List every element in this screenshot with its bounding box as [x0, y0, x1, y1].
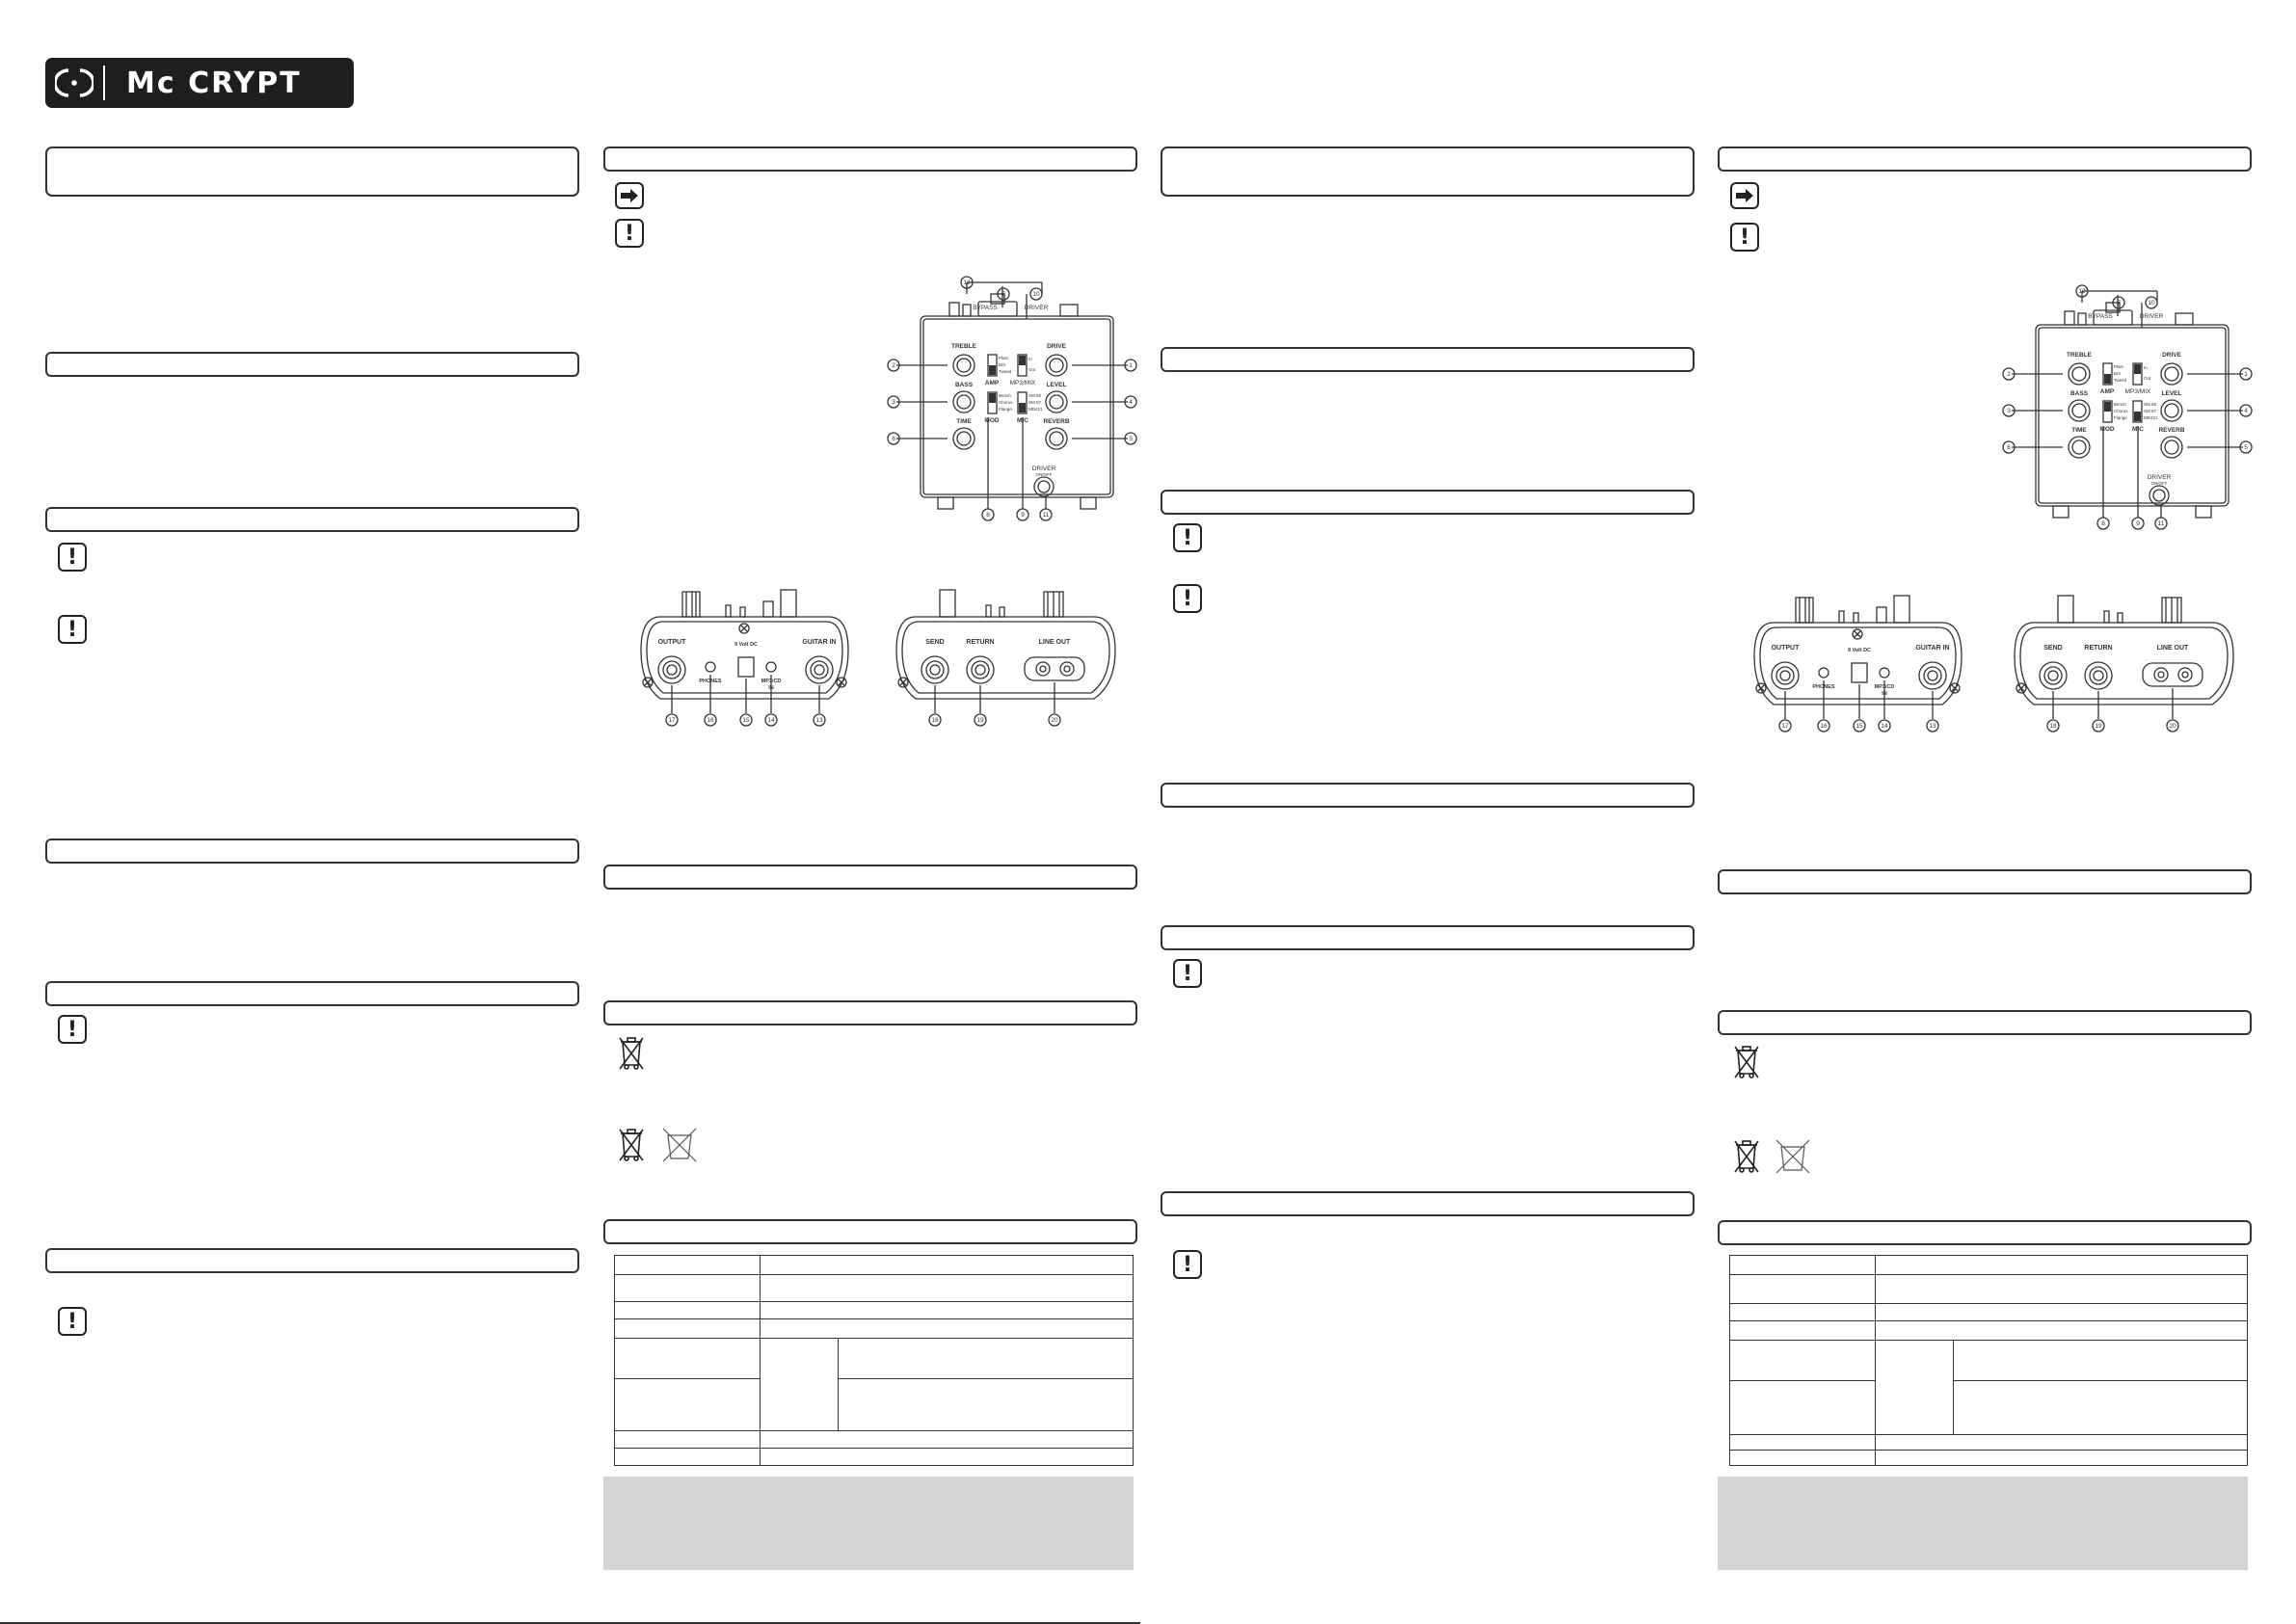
svg-text:MD421: MD421 — [2144, 415, 2158, 420]
svg-text:15: 15 — [742, 717, 750, 724]
svg-text:4: 4 — [2244, 408, 2248, 414]
section-bar-1 — [45, 352, 579, 377]
svg-text:BASS: BASS — [954, 382, 974, 388]
svg-text:3: 3 — [2007, 408, 2011, 414]
section-bar-11 — [1161, 490, 1695, 515]
svg-text:PHONES: PHONES — [699, 679, 722, 684]
section-bar-17 — [1718, 1010, 2252, 1035]
svg-text:9 Volt DC: 9 Volt DC — [734, 642, 759, 648]
warning-icon: ! — [58, 1307, 87, 1336]
battery-disposal-icon — [1774, 1137, 1812, 1176]
svg-text:BYPASS: BYPASS — [2088, 313, 2113, 320]
svg-text:LINE OUT: LINE OUT — [1038, 639, 1071, 646]
warning-icon: ! — [58, 1015, 87, 1044]
section-bar-7 — [603, 865, 1137, 890]
svg-text:SEND: SEND — [2043, 645, 2063, 652]
svg-text:13: 13 — [1929, 723, 1936, 730]
svg-text:MP3/CD: MP3/CD — [761, 679, 782, 684]
svg-text:1: 1 — [1129, 362, 1133, 369]
svg-text:TREBLE: TREBLE — [951, 343, 976, 350]
battery-disposal-icon — [660, 1126, 699, 1164]
brand-name: Mc CRYPT — [126, 66, 302, 100]
svg-text:10: 10 — [1032, 291, 1040, 298]
warning-icon: ! — [1173, 584, 1202, 613]
svg-text:3: 3 — [892, 399, 895, 406]
svg-text:12: 12 — [963, 280, 971, 286]
svg-text:Plain: Plain — [999, 356, 1009, 360]
svg-text:Flange: Flange — [999, 407, 1012, 412]
svg-text:RETURN: RETURN — [2084, 645, 2113, 652]
svg-text:SEND: SEND — [925, 639, 945, 646]
svg-text:SM 58: SM 58 — [2144, 402, 2157, 407]
specifications-table — [1729, 1255, 2248, 1466]
svg-text:MOD: MOD — [984, 417, 1000, 424]
svg-text:10: 10 — [2148, 300, 2155, 306]
svg-text:20: 20 — [2169, 723, 2176, 730]
svg-text:In: In — [1028, 357, 1032, 361]
svg-text:2: 2 — [892, 362, 895, 369]
warning-icon: ! — [1173, 1250, 1202, 1279]
section-bar-5 — [45, 1248, 579, 1273]
svg-text:15: 15 — [1855, 723, 1863, 730]
svg-text:LEVEL: LEVEL — [1046, 382, 1067, 388]
svg-text:ON/OFF: ON/OFF — [1035, 472, 1053, 477]
svg-text:7: 7 — [2117, 300, 2121, 306]
section-bar-6 — [603, 146, 1137, 172]
output-jacks-diagram — [892, 578, 1123, 732]
svg-text:13: 13 — [815, 717, 823, 724]
svg-text:16: 16 — [1820, 723, 1828, 730]
specifications-table — [614, 1255, 1134, 1466]
svg-text:19: 19 — [976, 717, 984, 724]
svg-text:SM 57: SM 57 — [1028, 400, 1042, 405]
weee-bin-icon — [617, 1126, 646, 1164]
section-bar-16 — [1718, 869, 2252, 894]
svg-text:Bench: Bench — [999, 393, 1011, 398]
notice-box — [603, 1477, 1134, 1570]
weee-bin-icon — [1732, 1043, 1761, 1081]
svg-text:ON/OFF: ON/OFF — [2150, 481, 2168, 486]
svg-text:REVERB: REVERB — [2158, 427, 2185, 434]
svg-text:DRIVER: DRIVER — [1031, 466, 1056, 472]
svg-text:4: 4 — [1129, 399, 1133, 406]
svg-text:DRIVER: DRIVER — [2139, 313, 2164, 320]
svg-text:In: In — [2144, 365, 2148, 370]
header-box-col1 — [45, 146, 579, 197]
weee-bin-icon — [1732, 1137, 1761, 1176]
svg-text:TIME: TIME — [956, 418, 972, 425]
svg-text:BASS: BASS — [2069, 390, 2089, 397]
input-jacks-diagram — [1749, 584, 1966, 738]
svg-text:GUITAR IN: GUITAR IN — [802, 639, 837, 646]
svg-text:OUTPUT: OUTPUT — [1771, 645, 1800, 652]
warning-icon: ! — [1730, 223, 1759, 252]
section-bar-14 — [1161, 1191, 1695, 1216]
svg-text:SM 57: SM 57 — [2144, 409, 2157, 413]
svg-text:Brit: Brit — [999, 362, 1005, 367]
svg-text:MP3/CD: MP3/CD — [1874, 684, 1895, 690]
svg-text:Chorus: Chorus — [999, 400, 1013, 405]
svg-text:5: 5 — [2244, 444, 2248, 451]
svg-text:IN: IN — [768, 685, 774, 691]
svg-text:LINE OUT: LINE OUT — [2156, 645, 2189, 652]
notice-box — [1718, 1477, 2248, 1570]
svg-text:MIC: MIC — [1017, 417, 1028, 424]
svg-text:AMP: AMP — [2099, 388, 2115, 395]
warning-icon: ! — [1173, 959, 1202, 988]
control-panel-diagram — [1997, 281, 2257, 537]
section-bar-9 — [603, 1219, 1137, 1244]
weee-bin-icon — [617, 1034, 646, 1073]
arrow-right-icon — [615, 182, 644, 209]
section-bar-18 — [1718, 1220, 2252, 1245]
svg-text:GUITAR IN: GUITAR IN — [1915, 645, 1950, 652]
svg-text:REVERB: REVERB — [1043, 418, 1070, 425]
svg-text:DRIVER: DRIVER — [2147, 474, 2172, 481]
brand-logo — [45, 58, 354, 108]
input-jacks-diagram — [636, 578, 853, 732]
svg-text:9: 9 — [1021, 512, 1025, 519]
svg-text:16: 16 — [707, 717, 714, 724]
svg-text:6: 6 — [2007, 444, 2011, 451]
section-bar-15 — [1718, 146, 2252, 172]
svg-text:2: 2 — [2007, 371, 2011, 378]
svg-text:17: 17 — [1781, 723, 1789, 730]
svg-text:Plain: Plain — [2114, 364, 2124, 369]
warning-icon: ! — [58, 543, 87, 572]
svg-text:9: 9 — [2136, 520, 2140, 527]
svg-text:9 Volt DC: 9 Volt DC — [1847, 648, 1872, 653]
svg-text:Flange: Flange — [2114, 415, 2127, 420]
svg-text:8: 8 — [2101, 520, 2105, 527]
svg-text:BYPASS: BYPASS — [973, 305, 998, 311]
svg-text:Tweed: Tweed — [999, 369, 1012, 374]
svg-text:OUTPUT: OUTPUT — [657, 639, 686, 646]
svg-text:MD421: MD421 — [1028, 407, 1043, 412]
section-bar-3 — [45, 839, 579, 864]
svg-text:DRIVE: DRIVE — [2162, 352, 2181, 359]
svg-text:TREBLE: TREBLE — [2067, 352, 2092, 359]
warning-icon: ! — [58, 615, 87, 644]
section-bar-8 — [603, 1000, 1137, 1025]
svg-text:MP3/MIX: MP3/MIX — [2124, 388, 2151, 395]
svg-text:11: 11 — [2157, 520, 2165, 527]
svg-text:PHONES: PHONES — [1812, 684, 1835, 690]
section-bar-12 — [1161, 783, 1695, 808]
warning-icon: ! — [1173, 523, 1202, 552]
logo-separator — [103, 66, 105, 100]
svg-text:11: 11 — [1042, 512, 1050, 519]
section-bar-4 — [45, 981, 579, 1006]
svg-text:14: 14 — [1881, 723, 1888, 730]
svg-text:RETURN: RETURN — [966, 639, 995, 646]
svg-text:LEVEL: LEVEL — [2161, 390, 2182, 397]
svg-text:6: 6 — [892, 436, 895, 442]
svg-text:7: 7 — [1001, 291, 1005, 298]
svg-text:MIC: MIC — [2132, 426, 2144, 433]
svg-text:20: 20 — [1051, 717, 1058, 724]
svg-text:18: 18 — [931, 717, 939, 724]
disc-icon — [51, 65, 97, 101]
section-bar-13 — [1161, 925, 1695, 950]
svg-text:IN: IN — [1882, 691, 1887, 697]
svg-text:1: 1 — [2244, 371, 2248, 378]
svg-text:Brit: Brit — [2114, 371, 2121, 376]
warning-icon: ! — [615, 219, 644, 248]
svg-text:8: 8 — [986, 512, 990, 519]
svg-text:DRIVE: DRIVE — [1047, 343, 1066, 350]
svg-text:SM 58: SM 58 — [1028, 393, 1042, 398]
svg-text:12: 12 — [2078, 288, 2086, 295]
output-jacks-diagram — [2010, 584, 2241, 738]
section-bar-10 — [1161, 347, 1695, 372]
svg-text:AMP: AMP — [984, 380, 1000, 386]
section-bar-2 — [45, 507, 579, 532]
svg-text:MOD: MOD — [2099, 426, 2115, 433]
svg-text:17: 17 — [668, 717, 676, 724]
svg-text:TIME: TIME — [2071, 427, 2087, 434]
svg-text:Chorus: Chorus — [2114, 409, 2128, 413]
svg-text:Bench: Bench — [2114, 402, 2126, 407]
svg-text:19: 19 — [2095, 723, 2102, 730]
svg-text:14: 14 — [767, 717, 775, 724]
svg-text:MP3/MIX: MP3/MIX — [1009, 380, 1036, 386]
svg-text:5: 5 — [1129, 436, 1133, 442]
header-box-col3 — [1161, 146, 1695, 197]
control-panel-diagram — [882, 273, 1142, 528]
arrow-right-icon — [1730, 182, 1759, 209]
svg-text:Out: Out — [2144, 376, 2151, 381]
svg-text:DRIVER: DRIVER — [1024, 305, 1049, 311]
svg-text:Out: Out — [1028, 367, 1036, 372]
svg-text:18: 18 — [2049, 723, 2057, 730]
svg-text:Tweed: Tweed — [2114, 378, 2127, 383]
